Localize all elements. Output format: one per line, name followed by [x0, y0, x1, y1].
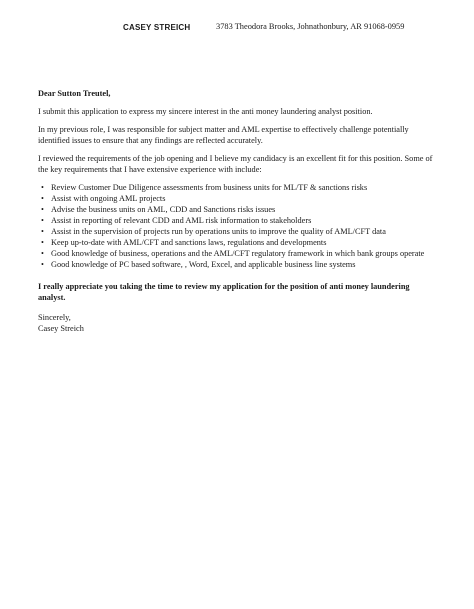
bullet-icon: • — [41, 227, 44, 236]
list-item-text: Assist in reporting of relevant CDD and AML risk information to stakeholders — [51, 216, 312, 225]
intro-paragraph: I submit this application to express my sincere interest in the anti money laundering analyst position. — [38, 107, 373, 116]
bullet-icon: • — [41, 205, 44, 214]
list-item-text: Good knowledge of business, operations and the AML/CFT regulatory framework in which bank groups operate — [51, 249, 425, 258]
list-item — [41, 237, 438, 248]
salutation: Dear Sutton Treutel, — [38, 89, 111, 98]
list-item-text: Assist in the supervision of projects run by operations units to improve the quality of AML/CFT data — [51, 227, 386, 236]
list-item — [41, 248, 438, 259]
list-item — [41, 182, 438, 193]
letter-body — [38, 88, 438, 334]
list-item-text: Good knowledge of PC based software, , Word, Excel, and applicable business line systems — [51, 260, 356, 269]
list-item-text: Keep up-to-date with AML/CFT and sanctions laws, regulations and developments — [51, 238, 327, 247]
list-item — [41, 226, 438, 237]
bullet-icon: • — [41, 260, 44, 269]
bullet-icon: • — [41, 249, 44, 258]
requirements-intro-paragraph: I reviewed the requirements of the job opening and I believe my candidacy is an excellent fit for this position. Some of the key requirements that I have extensive experience with include: — [38, 154, 433, 174]
sender-address: 3783 Theodora Brooks, Johnathonbury, AR 91068-0959 — [216, 22, 405, 31]
list-item-text: Assist with ongoing AML projects — [51, 194, 166, 203]
list-item-text: Review Customer Due Diligence assessments from business units for ML/TF & sanctions risks — [51, 183, 368, 192]
signoff: Sincerely, — [38, 313, 71, 322]
bullet-icon: • — [41, 238, 44, 247]
closing-paragraph: I really appreciate you taking the time to review my application for the position of anti money laundering analyst. — [38, 282, 410, 302]
list-item — [41, 215, 438, 226]
experience-paragraph: In my previous role, I was responsible for subject matter and AML expertise to effectively challenge potentially identified issues to ensure that any findings are reflected accurately. — [38, 125, 409, 145]
list-item — [41, 259, 438, 270]
letter-header — [0, 22, 474, 38]
sender-name: CASEY STREICH — [123, 23, 191, 32]
requirements-list — [38, 182, 438, 270]
list-item — [41, 204, 438, 215]
list-item-text: Advise the business units on AML, CDD and Sanctions risks issues — [51, 205, 276, 214]
bullet-icon: • — [41, 183, 44, 192]
list-item — [41, 193, 438, 204]
bullet-icon: • — [41, 216, 44, 225]
bullet-icon: • — [41, 194, 44, 203]
signature-name: Casey Streich — [38, 324, 84, 333]
